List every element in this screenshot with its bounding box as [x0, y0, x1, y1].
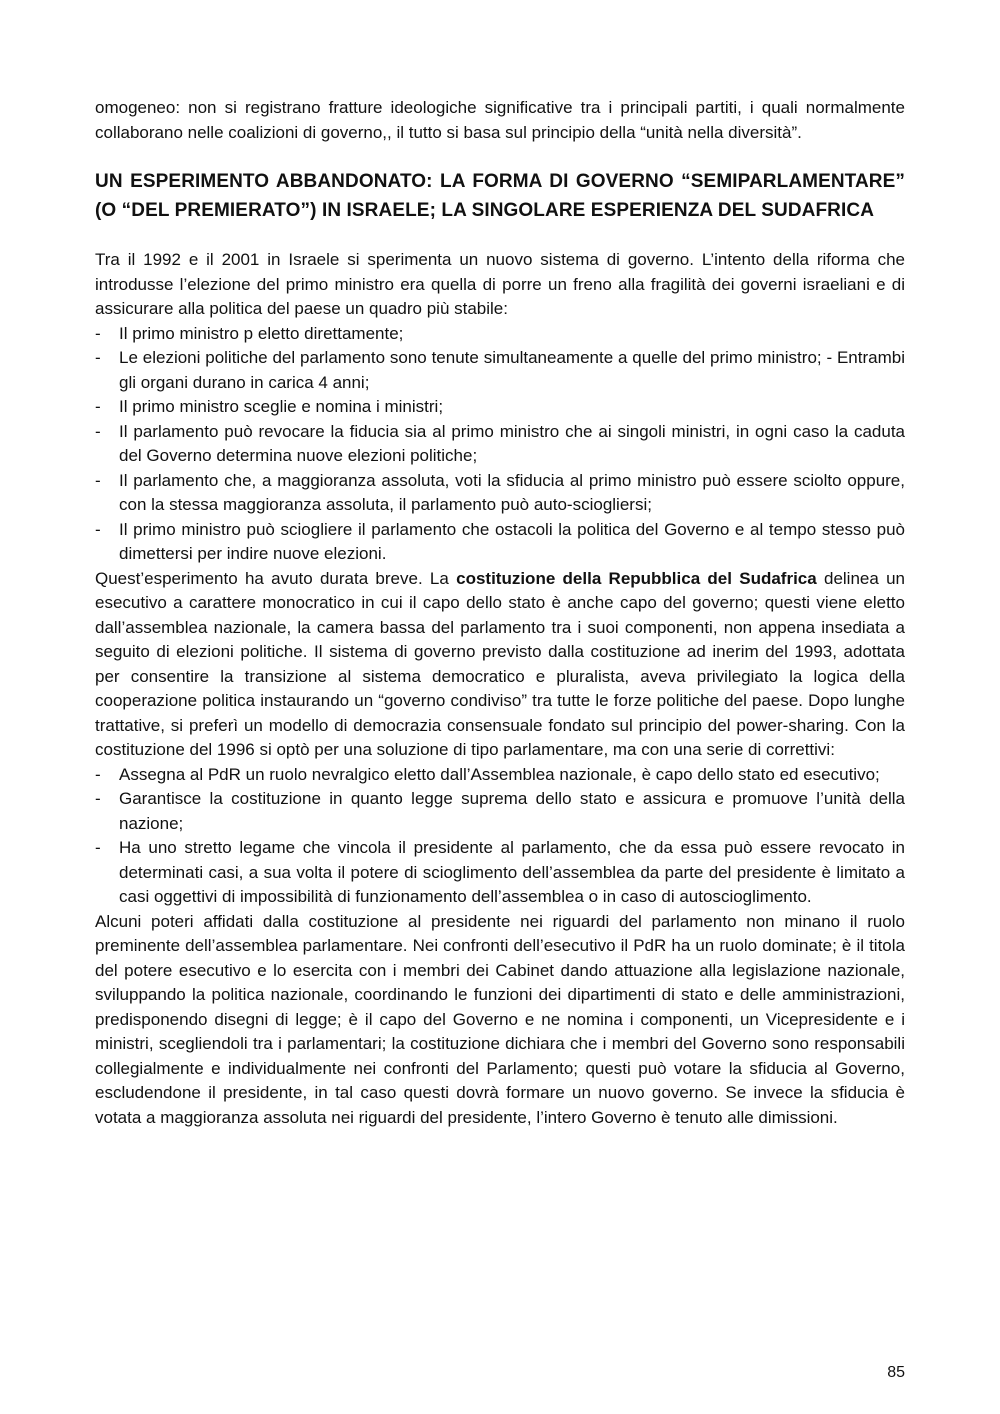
- list-item: - Ha uno stretto legame che vincola il presidente al parlamento, che da essa può essere revocato in determinati casi, a sua volta il potere di scioglimento dell’assemblea da parte del presidente è limitato a casi oggettivi di impossibilità di funzionamento dell’assemblea o in caso di autoscioglimento.: [95, 838, 905, 906]
- list-item: - Il parlamento può revocare la fiducia sia al primo ministro che ai singoli ministri, in ogni caso la caduta del Governo determina nuove elezioni politiche;: [95, 421, 905, 465]
- list-item: - Il primo ministro p eletto direttamente;: [95, 322, 905, 347]
- dash-bullet: -: [95, 348, 101, 367]
- sudafrica-list: [95, 763, 905, 910]
- list-item: - Assegna al PdR un ruolo nevralgico eletto dall’Assemblea nazionale, è capo dello stato ed esecutivo;: [95, 763, 905, 788]
- dash-bullet: -: [95, 764, 101, 784]
- dash-bullet: -: [95, 397, 101, 416]
- sudafrica-paragraph: Quest’esperimento ha avuto durata breve. La costituzione della Repubblica del Sudafrica delinea un esecutivo a carattere monocratico in cui il capo dello stato è anche capo del governo; questi viene eletto dall’assemblea nazionale, la camera bassa del parlamento tra i suoi componenti, non appena insediata a seguito di elezioni politiche. Il sistema di governo previsto dalla costituzione ad inerim del 1993, adottata per consentire la transizione al sistema democratico e pluralista, aveva privilegiato la logica della cooperazione politica instaurando un “governo condiviso” tra tutte le forze politiche del paese. Dopo lunghe trattative, si preferì un modello di democrazia consensuale fondato sul principio del power-sharing. Con la costituzione del 1996 si optò per una soluzione di tipo parlamentare, ma con una serie di correttivi:: [95, 568, 905, 759]
- intro-paragraph: omogeneo: non si registrano fratture ideologiche significative tra i principali partiti, i quali normalmente collaborano nelle coalizioni di governo,, il tutto si basa sul principio della “unità nella diversità”.: [95, 98, 905, 142]
- closing-paragraph: Alcuni poteri affidati dalla costituzione al presidente nei riguardi del parlamento non minano il ruolo preminente dell’assemblea parlamentare. Nei confronti dell’esecutivo il PdR ha un ruolo dominate; è il titola del potere esecutivo e lo esercita con i membri dei Cabinet dando attuazione alla legislazione nazionale, sviluppando la politica nazionale, coordinando le funzioni dei dipartimenti di stato e delle amministrazioni, predisponendo disegni di legge; è il capo del Governo e ne nomina i componenti, un Vicepresidente e i ministri, scegliendoli tra i parlamentari; la costituzione dichiara che i membri del Governo sono responsabili collegialmente e individualmente nei confronti del Parlamento; questi può votare la sfiducia al Governo, escludendone il presidente, in tal caso questi dovrà formare un nuovo governo. Se invece la sfiducia è votata a maggioranza assoluta nei riguardi del presidente, l’intero Governo è tenuto alle dimissioni.: [95, 911, 905, 1127]
- list-item: - Garantisce la costituzione in quanto legge suprema dello stato e assicura e promuove l’unità della nazione;: [95, 789, 905, 833]
- page-body: [95, 96, 905, 1130]
- section-heading: UN ESPERIMENTO ABBANDONATO: LA FORMA DI GOVERNO “SEMIPARLAMENTARE” (O “DEL PREMIERATO”) IN ISRAELE; LA SINGOLARE ESPERIENZA DEL SUDAFRICA: [95, 171, 905, 221]
- list-item: - Le elezioni politiche del parlamento sono tenute simultaneamente a quelle del primo ministro; - Entrambi gli organi durano in carica 4 anni;: [95, 348, 905, 392]
- constitution-term: costituzione della Repubblica del Sudafrica: [456, 568, 817, 588]
- dash-bullet: -: [95, 519, 101, 539]
- list-item: - Il primo ministro sceglie e nomina i ministri;: [95, 395, 905, 420]
- dash-bullet: -: [95, 838, 101, 857]
- israel-list: [95, 322, 905, 567]
- dash-bullet: -: [95, 470, 101, 490]
- dash-bullet: -: [95, 789, 101, 808]
- page-number: 85: [887, 1364, 905, 1381]
- list-item: - Il parlamento che, a maggioranza assoluta, voti la sfiducia al primo ministro può essere sciolto oppure, con la stessa maggioranza assoluta, il parlamento può auto-sciogliersi;: [95, 470, 905, 514]
- israel-paragraph: Tra il 1992 e il 2001 in Israele si sperimenta un nuovo sistema di governo. L’intento della riforma che introdusse l’elezione del primo ministro era quella di porre un freno alla fragilità dei governi israeliani e di assicurare alla politica del paese un quadro più stabile:: [95, 250, 905, 318]
- dash-bullet: -: [95, 421, 101, 441]
- dash-bullet: -: [95, 323, 101, 343]
- list-item: - Il primo ministro può sciogliere il parlamento che ostacoli la politica del Governo e al tempo stesso può dimettersi per indire nuove elezioni.: [95, 519, 905, 563]
